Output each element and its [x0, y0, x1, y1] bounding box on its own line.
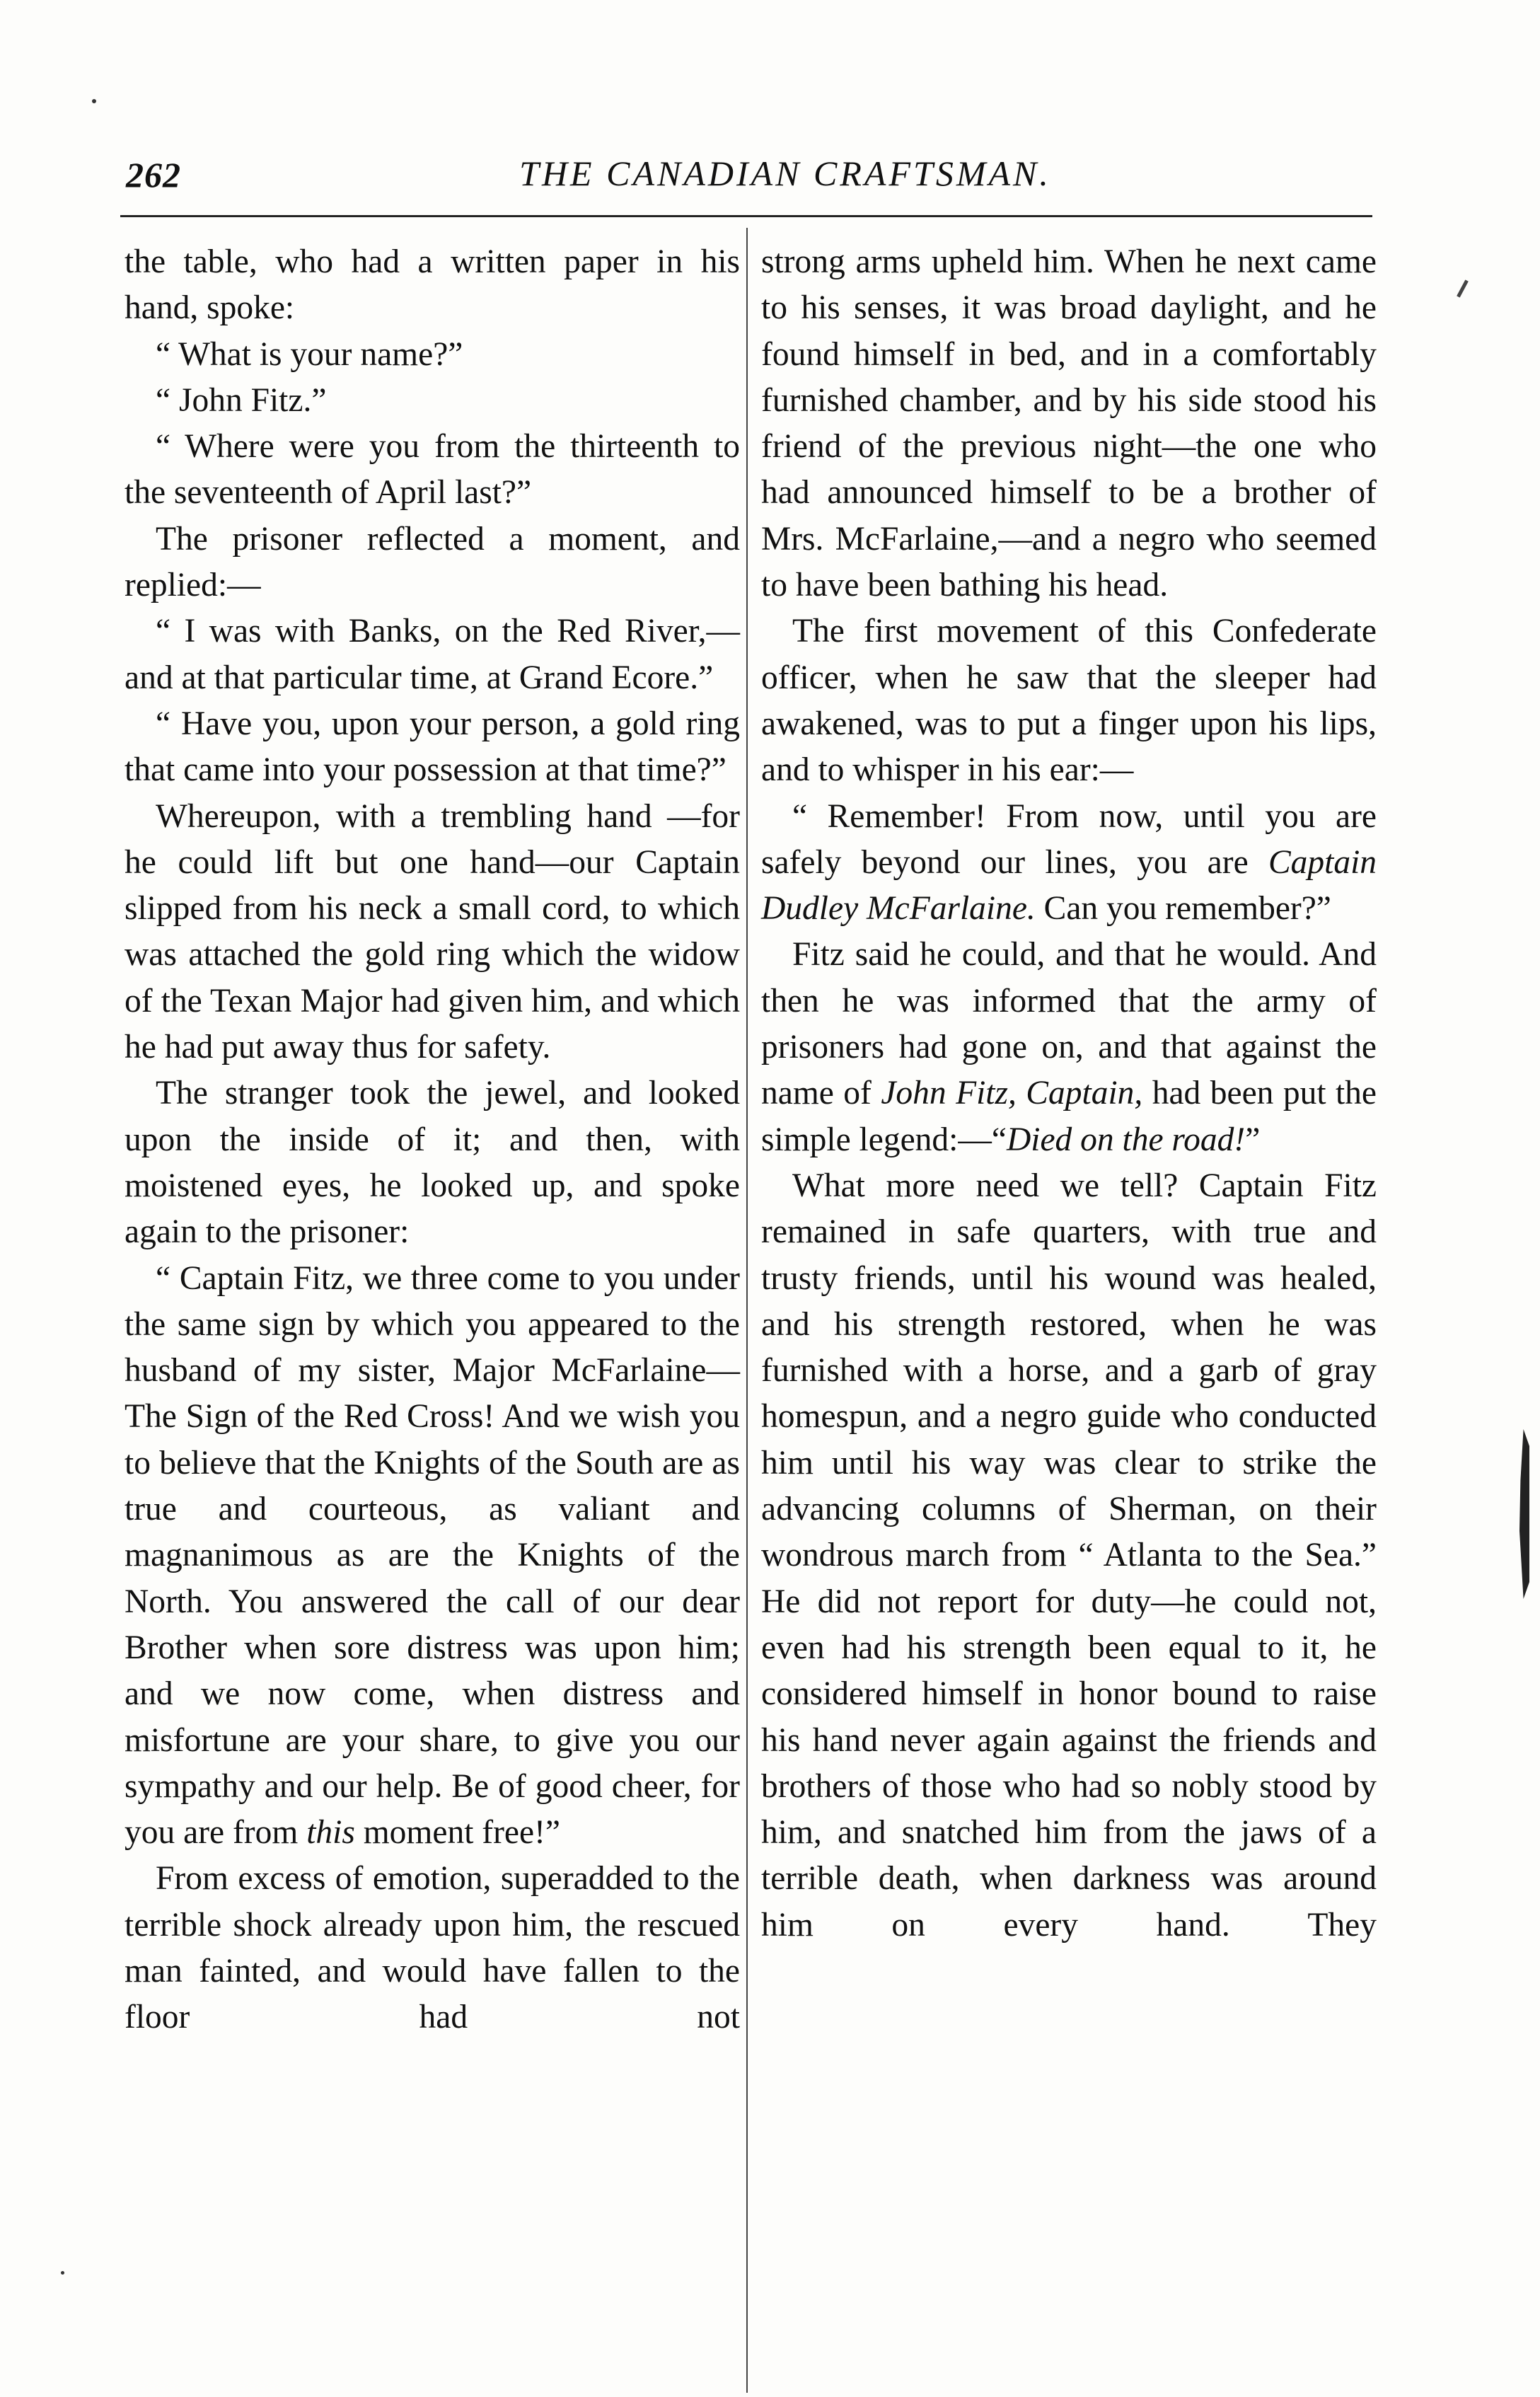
paragraph-text: “ Captain Fitz, we three come to you under the same sign by which you appeared to the husband of my sister, Major McFarlaine—The Sign of the Red Cross! And we wish you to believe that the Knights of the South are as true and courteous, as valiant and magnanimous as are the Knights of the North. You answered the call of our dear Brother when sore distress was upon him; and we now come, when distress and misfortune are your share, to give you our sympathy and our help. Be of good cheer, for you are from: [125, 1259, 740, 1852]
paragraph: Whereupon, with a trembling hand —for he could lift but one hand—our Captain slipped from his neck a small cord, to which was attached the gold ring which the widow of the Texan Major had given him, and which he had put away thus for safety.: [125, 797, 740, 1066]
paragraph: From excess of emotion, superadded to the terrible shock already upon him, the rescued man fainted, and would have fallen to the floor had not: [125, 1860, 740, 2036]
emphasis-text: John Fitz, Captain,: [881, 1075, 1143, 1112]
paragraph: “ I was with Banks, on the Red River,—and at that particular time, at Grand Ecore.”: [125, 613, 740, 696]
paragraph: [125, 1256, 740, 1856]
page-number: 262: [126, 155, 181, 195]
paragraph: “ Where were you from the thirteenth to the seventeenth of April last?”: [125, 428, 740, 512]
paragraph-text: had been put the simple legend:—“: [761, 1075, 1377, 1158]
running-title: THE CANADIAN CRAFTSMAN.: [519, 154, 1051, 193]
paragraph: [761, 932, 1377, 1162]
emphasis-text: this: [306, 1814, 355, 1852]
paragraph: “ John Fitz.”: [156, 381, 327, 419]
right-column: [761, 239, 1377, 1948]
ink-speck: [92, 99, 96, 103]
binding-edge-mark: [1519, 1429, 1529, 1599]
paragraph: The prisoner reflected a moment, and replied:—: [125, 520, 740, 604]
column-divider: [746, 228, 748, 2393]
paragraph-text: Can you remember?”: [1043, 890, 1331, 928]
paragraph: “ What is your name?”: [156, 335, 463, 373]
paragraph: “ Have you, upon your person, a gold ring that came into your possession at that time?”: [125, 705, 740, 789]
paragraph-text: Fitz said he could, and that he would. And then he was informed that the army of prisoners had gone on, and that against the name of: [761, 936, 1377, 1112]
paragraph: What more need we tell? Captain Fitz remained in safe quarters, with true and trusty friends, until his wound was healed, and his strength restored, when he was furnished with a horse, and a garb of gray homespun, and a negro guide who conducted him until his way was clear to strike the advancing columns of Sherman, on their wondrous march from “ Atlanta to the Sea.” He did not report for duty—he could not, even had his strength been equal to it, he considered himself in honor bound to raise his hand never again against the friends and brothers of those who had so nobly stood by him, and snatched him from the jaws of a terrible death, when darkness was around him on every hand. They: [761, 1167, 1377, 1943]
margin-mark: [1457, 279, 1469, 297]
left-column: [125, 239, 740, 2041]
emphasis-text: Captain Dudley McFarlaine.: [761, 843, 1377, 928]
paragraph-text: moment free!”: [363, 1814, 560, 1852]
emphasis-text: Died on the road!: [1006, 1121, 1246, 1158]
paragraph: the table, who had a written paper in his hand, spoke:: [125, 243, 740, 327]
paragraph: strong arms upheld him. When he next came to his senses, it was broad daylight, and he found himself in bed, and in a comfortably furnished chamber, and by his side stood his friend of the previous night—the one who had announced himself to be a brother of Mrs. McFarlaine,—and a negro who seemed to have been bathing his head.: [761, 243, 1377, 604]
paragraph: The first movement of this Confederate officer, when he saw that the sleeper had awakened, was to put a finger upon his lips, and to whisper in his ear:—: [761, 613, 1377, 789]
paragraph-text: “ Remember! From now, until you are safely beyond our lines, you are: [761, 797, 1377, 881]
header-rule: [120, 215, 1372, 217]
ink-speck: [61, 2271, 64, 2275]
paragraph: [761, 794, 1377, 932]
paragraph-text: ”: [1245, 1121, 1261, 1158]
paragraph: The stranger took the jewel, and looked upon the inside of it; and then, with moistened eyes, he looked up, and spoke again to the prisoner:: [125, 1075, 740, 1251]
